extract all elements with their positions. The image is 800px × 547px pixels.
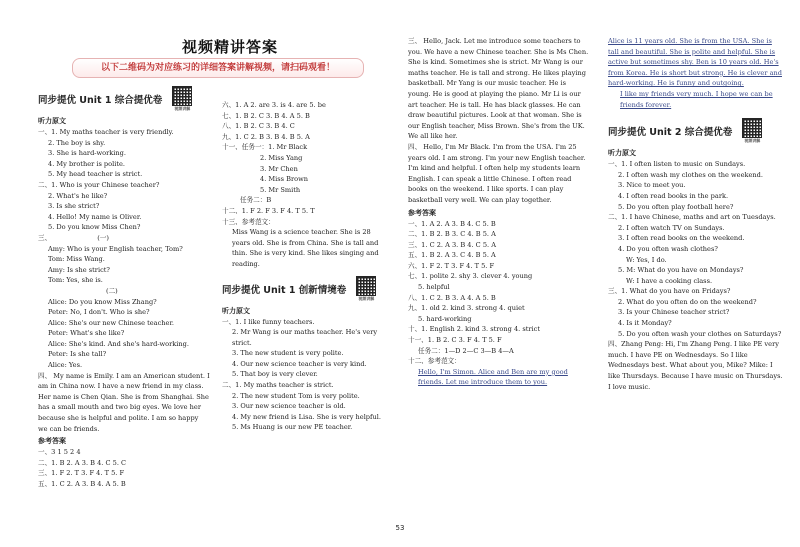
column-4: [608, 36, 784, 392]
part-label: 三、: [408, 37, 422, 45]
listening-title: 听力原文: [608, 149, 636, 158]
part-label: 三、: [38, 233, 52, 242]
answer-line: 八、1. C 2. B 3. A 4. A 5. B: [408, 293, 496, 302]
answer-line: 二、1. B 2. B 3. C 4. B 5. A: [408, 230, 496, 239]
answer-line: 五、1. C 2. A 3. B 4. A 5. B: [38, 480, 126, 488]
answer-line: 任务二：1—D 2—C 3—B 4—A: [418, 346, 514, 355]
essay-text: Alice is 11 years old. She is from the USA. She is tall and beautiful. She is polite and helpful. She is active but sometimes shy. Ben is 10 years old. He's from Korea. He is short but strong. He is clever and hard-working. He is funny and outgoing.: [608, 37, 782, 88]
unit-title: 同步提优 Unit 2 综合提优卷: [608, 127, 733, 139]
text-line: 5. That boy is very clever.: [232, 370, 318, 379]
sub-label: (二): [106, 286, 118, 295]
answer-line: 五、1. B 2. A 3. C 4. B 5. A: [408, 251, 496, 260]
text-line: 三、1. What do you have on Fridays?: [608, 287, 731, 296]
answer-line: 六、1. F 2. T 3. F 4. T 5. F: [408, 261, 495, 270]
qr-banner: 以下二维码为对应练习的详细答案讲解视频，请扫码观看！: [72, 58, 364, 78]
answer-line: 二、1. B 2. A 3. B 4. C 5. C: [38, 458, 127, 467]
page-number: 53: [395, 524, 405, 532]
qr-code[interactable]: [356, 276, 376, 302]
qr-icon: [172, 86, 192, 106]
qr-label: 视频讲解: [174, 106, 191, 111]
text-line: 一、1. My maths teacher is very friendly.: [38, 128, 174, 136]
text-line: 4. Hello! My name is Oliver.: [48, 212, 142, 221]
answer-line: 十一、1. B 2. C 3. F 4. T 5. F: [408, 336, 502, 345]
answer-line: 六、1. A 2. are 3. is 4. are 5. be: [222, 101, 326, 109]
unit-heading: [608, 118, 784, 144]
answer-line: 一、1. A 2. A 3. B 4. C 5. B: [408, 219, 496, 228]
answer-line: 九、1. old 2. kind 3. strong 4. quiet: [408, 304, 525, 313]
qr-label: 视频讲解: [358, 295, 375, 301]
text-line: 5. M: What do you have on Mondays?: [618, 266, 744, 275]
text-line: 一、1. I like funny teachers.: [222, 317, 315, 326]
answer-line: 5. hard-working: [418, 314, 472, 323]
text-line: 二、1. Who is your Chinese teacher?: [38, 180, 160, 189]
qr-icon: [356, 276, 376, 296]
answer-title: 参考答案: [408, 208, 436, 217]
text-line: 3. She is hard-working.: [48, 149, 126, 158]
text-line: 3. Is she strict?: [48, 202, 100, 211]
sub-label: (一): [97, 233, 109, 242]
answer-line: 七、1. polite 2. shy 3. clever 4. young: [408, 272, 533, 281]
text-line: 4. My brother is polite.: [48, 159, 125, 168]
text-line: 3. Our new science teacher is old.: [232, 402, 346, 411]
dialog-line: Peter: Is she tall?: [48, 350, 107, 359]
text-line: 2. The new student Tom is very polite.: [232, 391, 360, 400]
essay-text: Hello, I'm Simon. Alice and Ben are my good friends. Let me introduce them to you.: [418, 367, 568, 387]
answer-line: 5. helpful: [418, 283, 450, 292]
text-line: 二、1. I have Chinese, maths and art on Tuesdays.: [608, 213, 776, 222]
paragraph-text: Hello, Jack. Let me introduce some teachers to you. We have a new Chinese teacher. She is Ms Chen. She is kind. Sometimes she is strict. Mr Wang is our maths teacher. He is tall and strong. He likes playing basketball. Mr Yang is our music teacher. He is young. He is good at playing the piano. Mr Li is our art teacher. He is tall. He has black glasses. He can draw beautiful pictures. Look at that woman. She is our English teacher, Miss Brown. She's from the UK. We all like her.: [408, 37, 589, 141]
dialog-line: Peter: No, I don't. Who is she?: [48, 308, 150, 317]
part-label: 四、: [408, 142, 422, 151]
column-3: [408, 36, 590, 388]
unit-title: 同步提优 Unit 1 创新情境卷: [222, 284, 347, 296]
dialog-line: Alice: She's our new Chinese teacher.: [48, 318, 174, 327]
answer-line: 3. Mr Chen: [260, 164, 298, 173]
answer-line: 八、1. B 2. C 3. B 4. C: [222, 122, 295, 131]
text-line: 5. My head teacher is strict.: [48, 170, 143, 179]
dialog-line: Peter: What's she like?: [48, 329, 125, 338]
paragraph-text: Hello, I'm Mr Black. I'm from the USA. I'm 25 years old. I am strong. I'm your new English teacher. I'm kind and helpful. I often help my students learn English. I can speak a little Chinese. I often read books on the weekend. I like sports. I can play basketball very well. We can play together.: [408, 142, 586, 204]
text-line: 3. Is your Chinese teacher strict?: [618, 308, 730, 317]
answer-line: 2. Miss Yang: [260, 153, 303, 162]
text-line: 2. Mr Wang is our maths teacher. He's very strict.: [232, 328, 378, 347]
text-line: 5. Do you often wash your clothes on Saturdays?: [618, 329, 782, 338]
listening-title: 听力原文: [38, 117, 66, 125]
text-line: 2. What do you often do on the weekend?: [618, 297, 757, 306]
listening-title: 听力原文: [222, 306, 250, 315]
unit-heading: [38, 86, 210, 112]
text-line: 4. I often read books in the park.: [618, 191, 729, 200]
paragraph: [408, 142, 590, 206]
dialog-line: Alice: Do you know Miss Zhang?: [48, 297, 157, 306]
unit-heading: [222, 276, 382, 302]
answer-line: 十一、任务一：1. Mr Black: [222, 143, 308, 152]
answer-line: 一、3 1 5 2 4: [38, 448, 81, 457]
text-line: 4. My new friend is Lisa. She is very helpful.: [232, 412, 381, 421]
answer-line: 十二、参考范文：: [408, 357, 461, 366]
text-line: 2. I often wash my clothes on the weekend.: [618, 170, 763, 179]
dialog-line: Tom: Miss Wang.: [48, 255, 105, 264]
text-line: 2. What's he like?: [48, 191, 108, 200]
text-line: 5. Do you often play football here?: [618, 202, 734, 211]
text-line: W: Yes, I do.: [626, 255, 667, 264]
answer-line: 十、1. English 2. kind 3. strong 4. strict: [408, 325, 540, 334]
unit-title: 同步提优 Unit 1 综合提优卷: [38, 95, 163, 106]
dialog-line: Alice: She's kind. And she's hard-working.: [48, 339, 189, 348]
qr-code[interactable]: [742, 118, 762, 144]
qr-code[interactable]: [172, 86, 192, 112]
text-line: 2. The boy is shy.: [48, 138, 106, 147]
column-1: [38, 86, 210, 490]
answer-line: 三、1. F 2. T 3. F 4. T 5. F: [38, 469, 125, 478]
answer-line: 九、1. C 2. B 3. B 4. B 5. A: [222, 132, 310, 141]
text-line: [38, 233, 210, 244]
text-line: 3. Nice to meet you.: [618, 181, 686, 190]
text-line: 5. Ms Huang is our new PE teacher.: [232, 423, 353, 432]
answer-line: 5. Mr Smith: [260, 185, 301, 194]
qr-icon: [742, 118, 762, 138]
answer-line: 七、1. B 2. C 3. B 4. A 5. B: [222, 111, 310, 120]
answer-line: 任务二：B: [240, 196, 272, 205]
text-line: W: I have a cooking class.: [626, 276, 713, 285]
text-line: 3. I often read books on the weekend.: [618, 234, 745, 243]
page-title: 视频精讲答案: [181, 38, 278, 56]
essay-text: I like my friends very much. I hope we can be friends forever.: [620, 89, 773, 109]
dialog-line: Amy: Is she strict?: [48, 265, 110, 274]
qr-label: 视频讲解: [744, 138, 761, 144]
paragraph: 四、 My name is Emily. I am an American student. I am in China now. I have a new friend in my class. Her name is Chen Qian. She is from Shanghai. She has a small mouth and two big eyes. We love her because she is helpful and polite. I am so happy we can be friends.: [38, 371, 210, 433]
answer-line: 十三、参考范文：: [222, 217, 275, 226]
text-line: 4. Do you often wash clothes?: [618, 244, 718, 253]
answer-line: 4. Miss Brown: [260, 175, 308, 184]
text-line: 3. The new student is very polite.: [232, 349, 344, 358]
paragraph: 四、Zhang Peng: Hi, I'm Zhang Peng. I like PE very much. I have PE on Wednesdays. So I like Wednesdays best. What about you, Mike? Mike: I like Thursdays. Because I have music on Thursdays. I love music.: [608, 340, 783, 391]
dialog-line: Tom: Yes, she is.: [48, 276, 103, 285]
text-line: 二、1. My maths teacher is strict.: [222, 381, 334, 390]
dialog-line: Amy: Who is your English teacher, Tom?: [48, 244, 183, 253]
answer-line: 十二、1. F 2. F 3. F 4. T 5. T: [222, 206, 315, 215]
answer-line: 三、1. C 2. A 3. B 4. C 5. A: [408, 240, 496, 249]
text-line: 2. I often watch TV on Sundays.: [618, 223, 725, 232]
text-line: 一、1. I often listen to music on Sundays.: [608, 160, 746, 169]
paragraph: [408, 36, 590, 142]
text-line: 4. Is it Monday?: [618, 319, 672, 328]
paragraph: Miss Wang is a science teacher. She is 28 years old. She is from China. She is tall and thin. She is very kind. She likes singing and reading.: [232, 228, 379, 268]
column-2: [222, 100, 382, 433]
text-line: 5. Do you know Miss Chen?: [48, 223, 141, 232]
dialog-line: Alice: Yes.: [48, 361, 83, 370]
answer-title: 参考答案: [38, 437, 66, 446]
text-line: 4. Our new science teacher is very kind.: [232, 359, 367, 368]
